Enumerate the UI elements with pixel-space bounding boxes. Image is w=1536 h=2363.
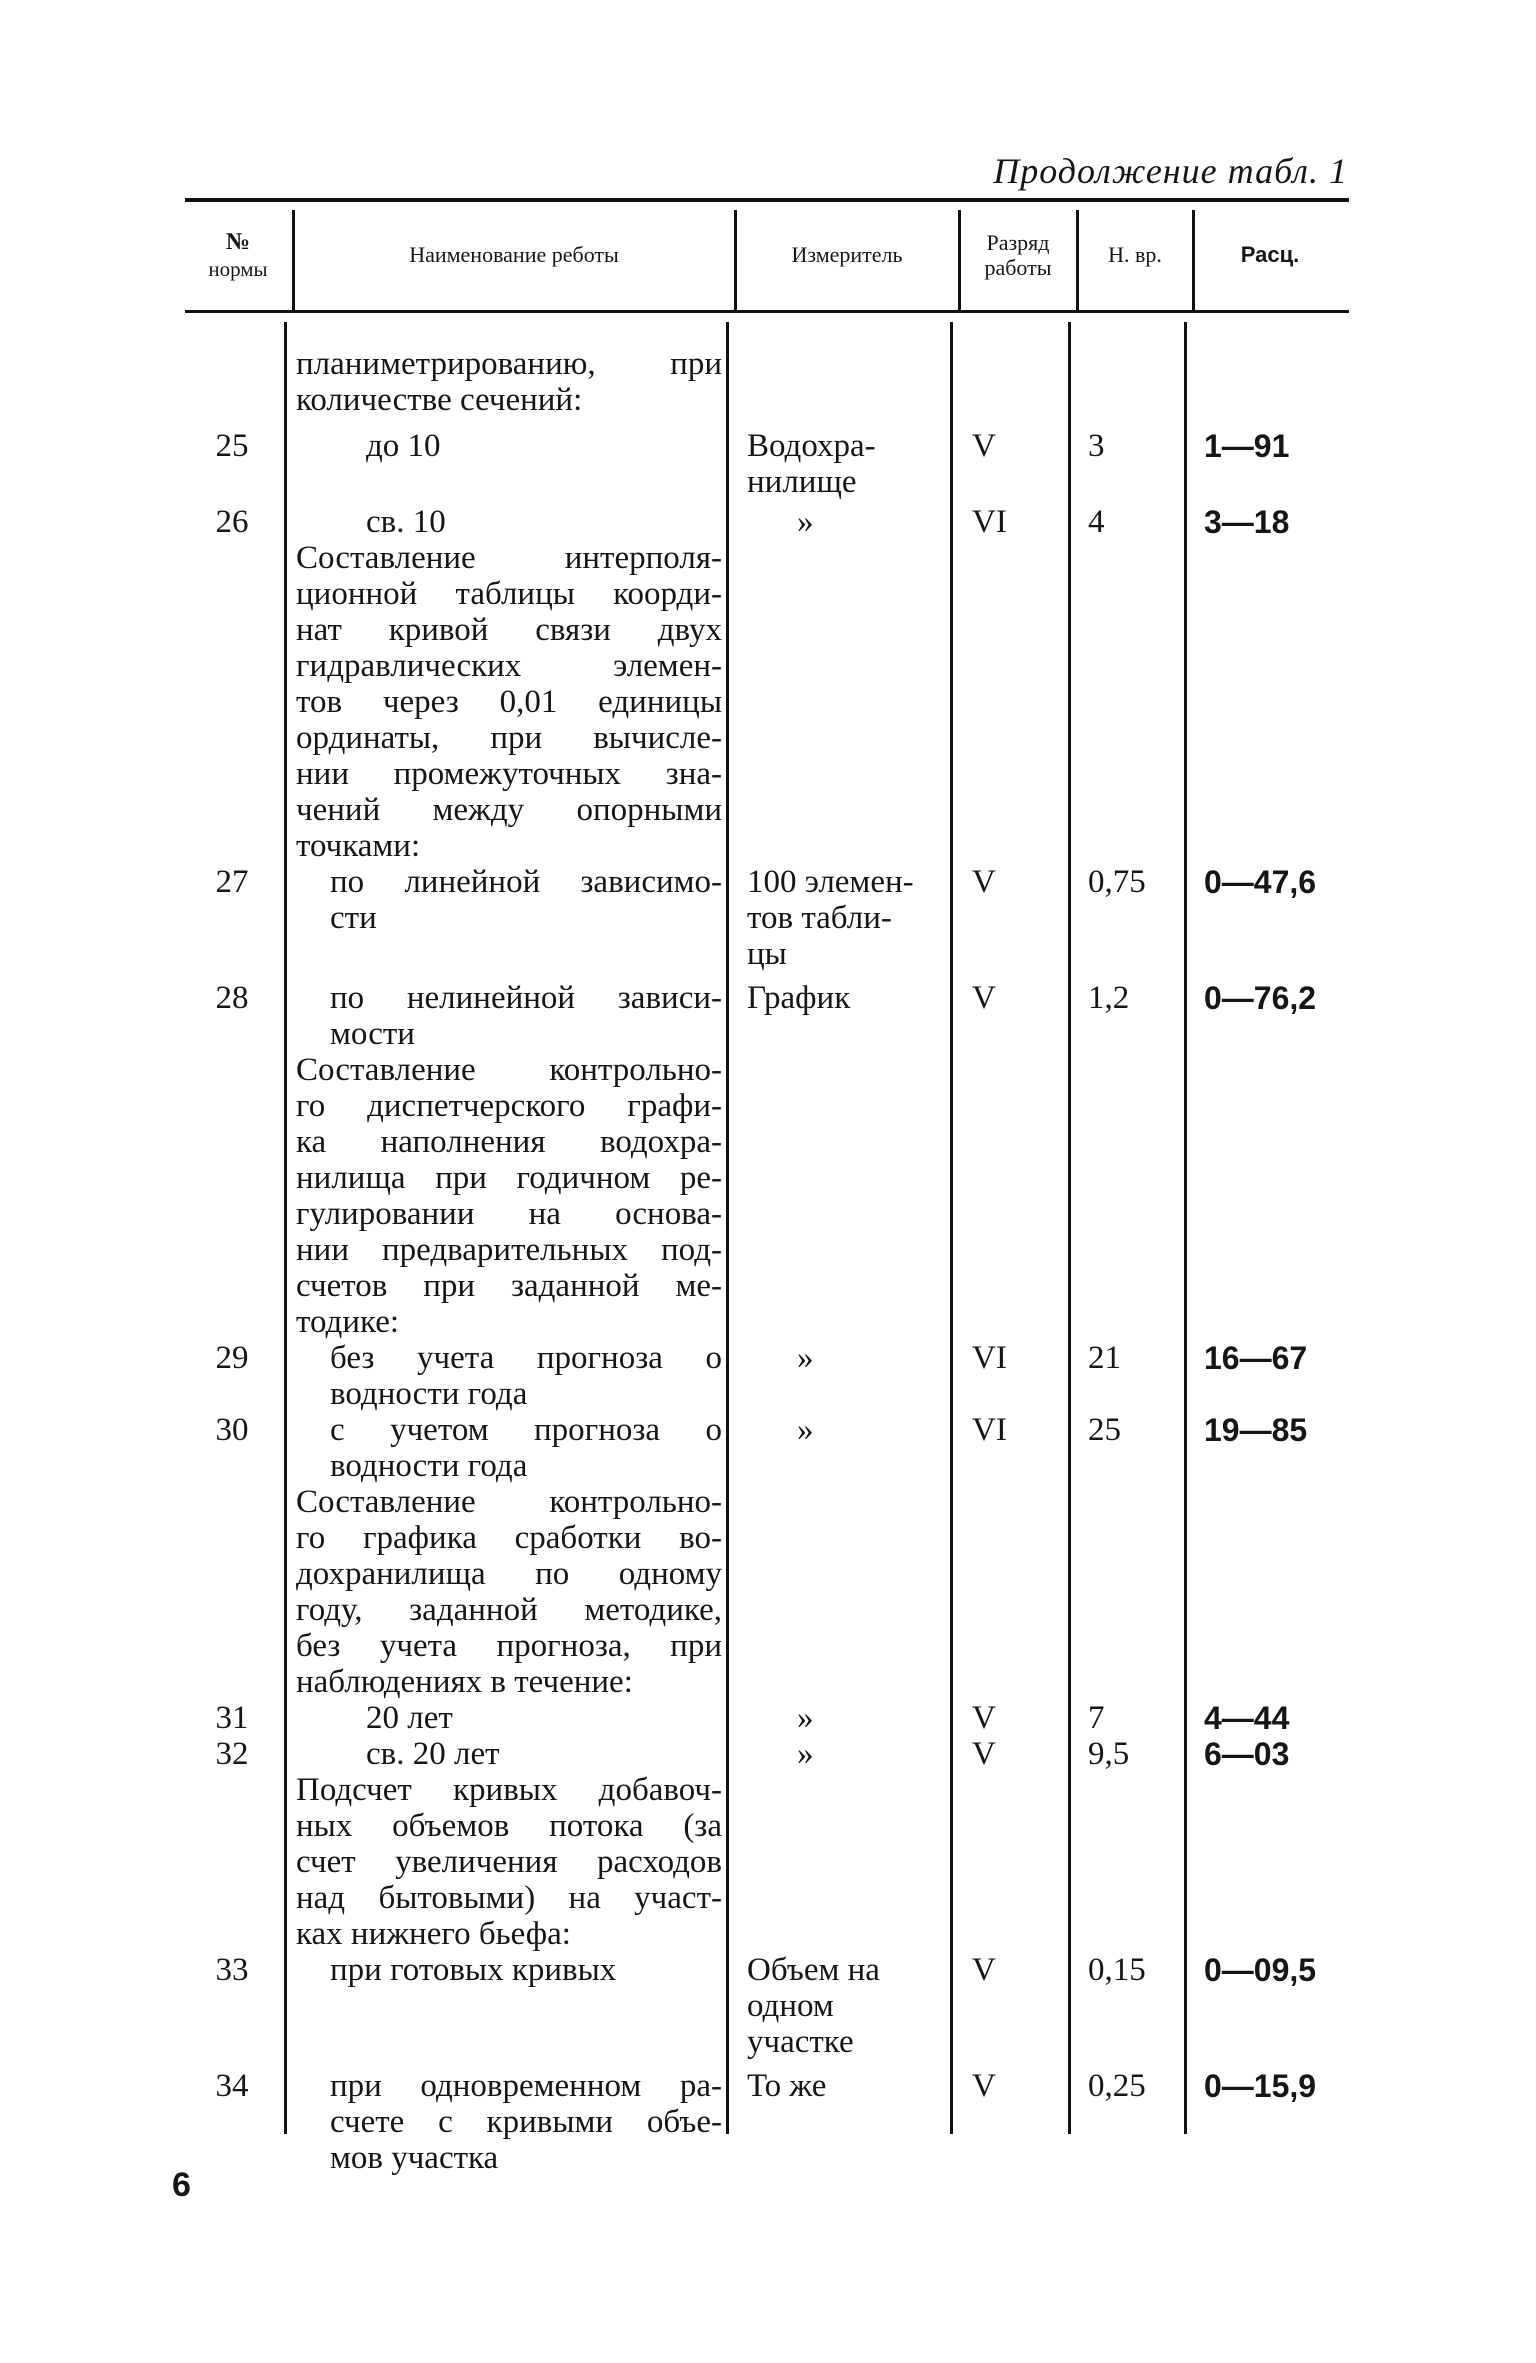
- text-line: с учетом прогноза о: [330, 1412, 722, 1448]
- text-line: ционной таблицы коорди-: [296, 576, 722, 612]
- text-line: планиметрированию, при: [296, 346, 722, 382]
- text-line: водности года: [330, 1376, 528, 1412]
- ditto-mark: »: [797, 1700, 814, 1736]
- rate-value: 4—44: [1204, 1700, 1290, 1736]
- ditto-mark: »: [797, 1340, 814, 1376]
- work-name: [296, 864, 722, 936]
- rate-value: 19—85: [1204, 1412, 1308, 1448]
- text-line: точками:: [296, 828, 421, 864]
- ditto-mark: »: [797, 1736, 814, 1772]
- text-line: Составление контрольно-: [296, 1052, 722, 1088]
- text-line: тов табли-: [747, 900, 892, 936]
- rate-value: 0—09,5: [1204, 1952, 1317, 1988]
- text-line: ординаты, при вычисле-: [296, 720, 722, 756]
- text-line: сти: [330, 900, 377, 936]
- measure-unit: [747, 980, 947, 1016]
- ditto-mark: »: [797, 1412, 814, 1448]
- time-norm: 9,5: [1088, 1736, 1130, 1772]
- text-line: св. 20 лет: [366, 1736, 500, 1772]
- norm-number: 32: [215, 1736, 249, 1772]
- norm-number: 33: [215, 1952, 249, 1988]
- rate-value: 0—47,6: [1204, 864, 1317, 900]
- text-line: количестве сечений:: [296, 382, 583, 418]
- work-grade: V: [972, 2068, 996, 2104]
- work-group-heading: [296, 1052, 722, 1340]
- work-grade: V: [972, 980, 996, 1016]
- work-name: [296, 1412, 722, 1484]
- time-norm: 1,2: [1088, 980, 1130, 1016]
- text-line: ках нижнего бьефа:: [296, 1916, 571, 1952]
- norm-number: 25: [215, 428, 249, 464]
- measure-unit: [747, 864, 947, 972]
- text-line: мов участка: [330, 2140, 499, 2176]
- text-line: го графика сработки во-: [296, 1520, 722, 1556]
- time-norm: 25: [1088, 1412, 1121, 1448]
- time-norm: 0,75: [1088, 864, 1146, 900]
- work-group-heading: [296, 1484, 722, 1700]
- column-header-no-sign: №: [225, 229, 251, 256]
- measure-unit: [747, 2068, 947, 2104]
- text-line: счете с кривыми объе-: [330, 2104, 722, 2140]
- time-norm: 7: [1088, 1700, 1105, 1736]
- text-line: ка наполнения водохра-: [296, 1124, 722, 1160]
- text-line: св. 10: [366, 504, 446, 540]
- text-line: счетов при заданной ме-: [296, 1268, 722, 1304]
- text-line: до 10: [366, 428, 441, 464]
- text-line: нии предварительных под-: [296, 1232, 722, 1268]
- text-line: наблюдениях в течение:: [296, 1664, 633, 1700]
- rate-value: 6—03: [1204, 1736, 1290, 1772]
- norm-number: 29: [215, 1340, 249, 1376]
- work-grade: V: [972, 864, 996, 900]
- text-line: по линейной зависимо-: [330, 864, 722, 900]
- time-norm: 0,25: [1088, 2068, 1146, 2104]
- text-line: при готовых кривых: [330, 1952, 617, 1988]
- text-line: без учета прогноза, при: [296, 1628, 722, 1664]
- table-caption: Продолжение табл. 1: [993, 151, 1348, 191]
- norm-number: 28: [215, 980, 249, 1016]
- text-line: над бытовыми) на участ-: [296, 1880, 722, 1916]
- text-line: нилище: [747, 464, 857, 500]
- work-group-heading: [296, 1772, 722, 1952]
- measure-unit: [747, 428, 947, 500]
- work-name: [296, 1700, 722, 1736]
- measure-unit: [747, 1952, 947, 2060]
- norm-number: 31: [215, 1700, 249, 1736]
- time-norm: 0,15: [1088, 1952, 1146, 1988]
- measure-unit: [747, 1340, 947, 1376]
- text-line: одном: [747, 1988, 834, 2024]
- text-line: водности года: [330, 1448, 528, 1484]
- measure-unit: [747, 504, 947, 540]
- time-norm: 3: [1088, 428, 1105, 464]
- text-line: нилища при годичном ре-: [296, 1160, 722, 1196]
- text-line: по нелинейной зависи-: [330, 980, 722, 1016]
- work-grade: V: [972, 1952, 996, 1988]
- column-header-hours: Н. вр.: [1108, 242, 1162, 268]
- text-line: без учета прогноза о: [330, 1340, 722, 1376]
- norm-number: 26: [215, 504, 249, 540]
- work-grade: VI: [972, 1412, 1007, 1448]
- work-name-continuation: [296, 346, 722, 418]
- measure-unit: [747, 1412, 947, 1448]
- text-line: мости: [330, 1016, 415, 1052]
- text-line: ных объемов потока (за: [296, 1808, 722, 1844]
- time-norm: 4: [1088, 504, 1105, 540]
- norm-number: 27: [215, 864, 249, 900]
- column-header-grade-line1: Разряд: [986, 229, 1050, 255]
- column-header-name: Наименование реботы: [409, 242, 619, 268]
- text-line: Водохра-: [747, 428, 876, 464]
- work-name: [296, 1736, 722, 1772]
- work-grade: VI: [972, 504, 1007, 540]
- rate-value: 0—15,9: [1204, 2068, 1317, 2104]
- text-line: нат кривой связи двух: [296, 612, 722, 648]
- text-line: участке: [747, 2024, 854, 2060]
- text-line: То же: [747, 2068, 827, 2104]
- text-line: График: [747, 980, 851, 1016]
- text-line: тодике:: [296, 1304, 400, 1340]
- text-line: 20 лет: [366, 1700, 453, 1736]
- text-line: гидравлических элемен-: [296, 648, 722, 684]
- work-grade: V: [972, 1700, 996, 1736]
- work-grade: VI: [972, 1340, 1007, 1376]
- work-grade: V: [972, 428, 996, 464]
- text-line: цы: [747, 936, 787, 972]
- column-header-rate: Расц.: [1240, 242, 1300, 268]
- column-header-unit: Измеритель: [791, 242, 903, 268]
- text-line: году, заданной методике,: [296, 1592, 722, 1628]
- measure-unit: [747, 1700, 947, 1736]
- work-group-heading: [296, 540, 722, 864]
- work-name: [296, 2068, 722, 2176]
- text-line: 100 элемен-: [747, 864, 914, 900]
- text-line: Составление контрольно-: [296, 1484, 722, 1520]
- text-line: Составление интерполя-: [296, 540, 722, 576]
- work-name: [296, 504, 722, 540]
- text-line: Объем на: [747, 1952, 880, 1988]
- column-header-grade-line2: работы: [984, 255, 1052, 280]
- text-line: дохранилища по одному: [296, 1556, 722, 1592]
- text-line: го диспетчерского графи-: [296, 1088, 722, 1124]
- rate-value: 1—91: [1204, 428, 1290, 464]
- work-name: [296, 1340, 722, 1412]
- work-name: [296, 1952, 722, 1988]
- text-line: тов через 0,01 единицы: [296, 684, 722, 720]
- norm-number: 34: [215, 2068, 249, 2104]
- work-name: [296, 428, 722, 464]
- text-line: чений между опорными: [296, 792, 722, 828]
- text-line: счет увеличения расходов: [296, 1844, 722, 1880]
- text-line: нии промежуточных зна-: [296, 756, 722, 792]
- page-number: 6: [172, 2166, 191, 2204]
- text-line: гулировании на основа-: [296, 1196, 722, 1232]
- ditto-mark: »: [797, 504, 814, 540]
- time-norm: 21: [1088, 1340, 1121, 1376]
- text-line: при одновременном ра-: [330, 2068, 722, 2104]
- rate-value: 16—67: [1204, 1340, 1308, 1376]
- rate-value: 3—18: [1204, 504, 1290, 540]
- rate-value: 0—76,2: [1204, 980, 1317, 1016]
- norm-number: 30: [215, 1412, 249, 1448]
- work-name: [296, 980, 722, 1052]
- measure-unit: [747, 1736, 947, 1772]
- column-header-no-label: нормы: [208, 256, 268, 281]
- text-line: Подсчет кривых добавоч-: [296, 1772, 722, 1808]
- work-grade: V: [972, 1736, 996, 1772]
